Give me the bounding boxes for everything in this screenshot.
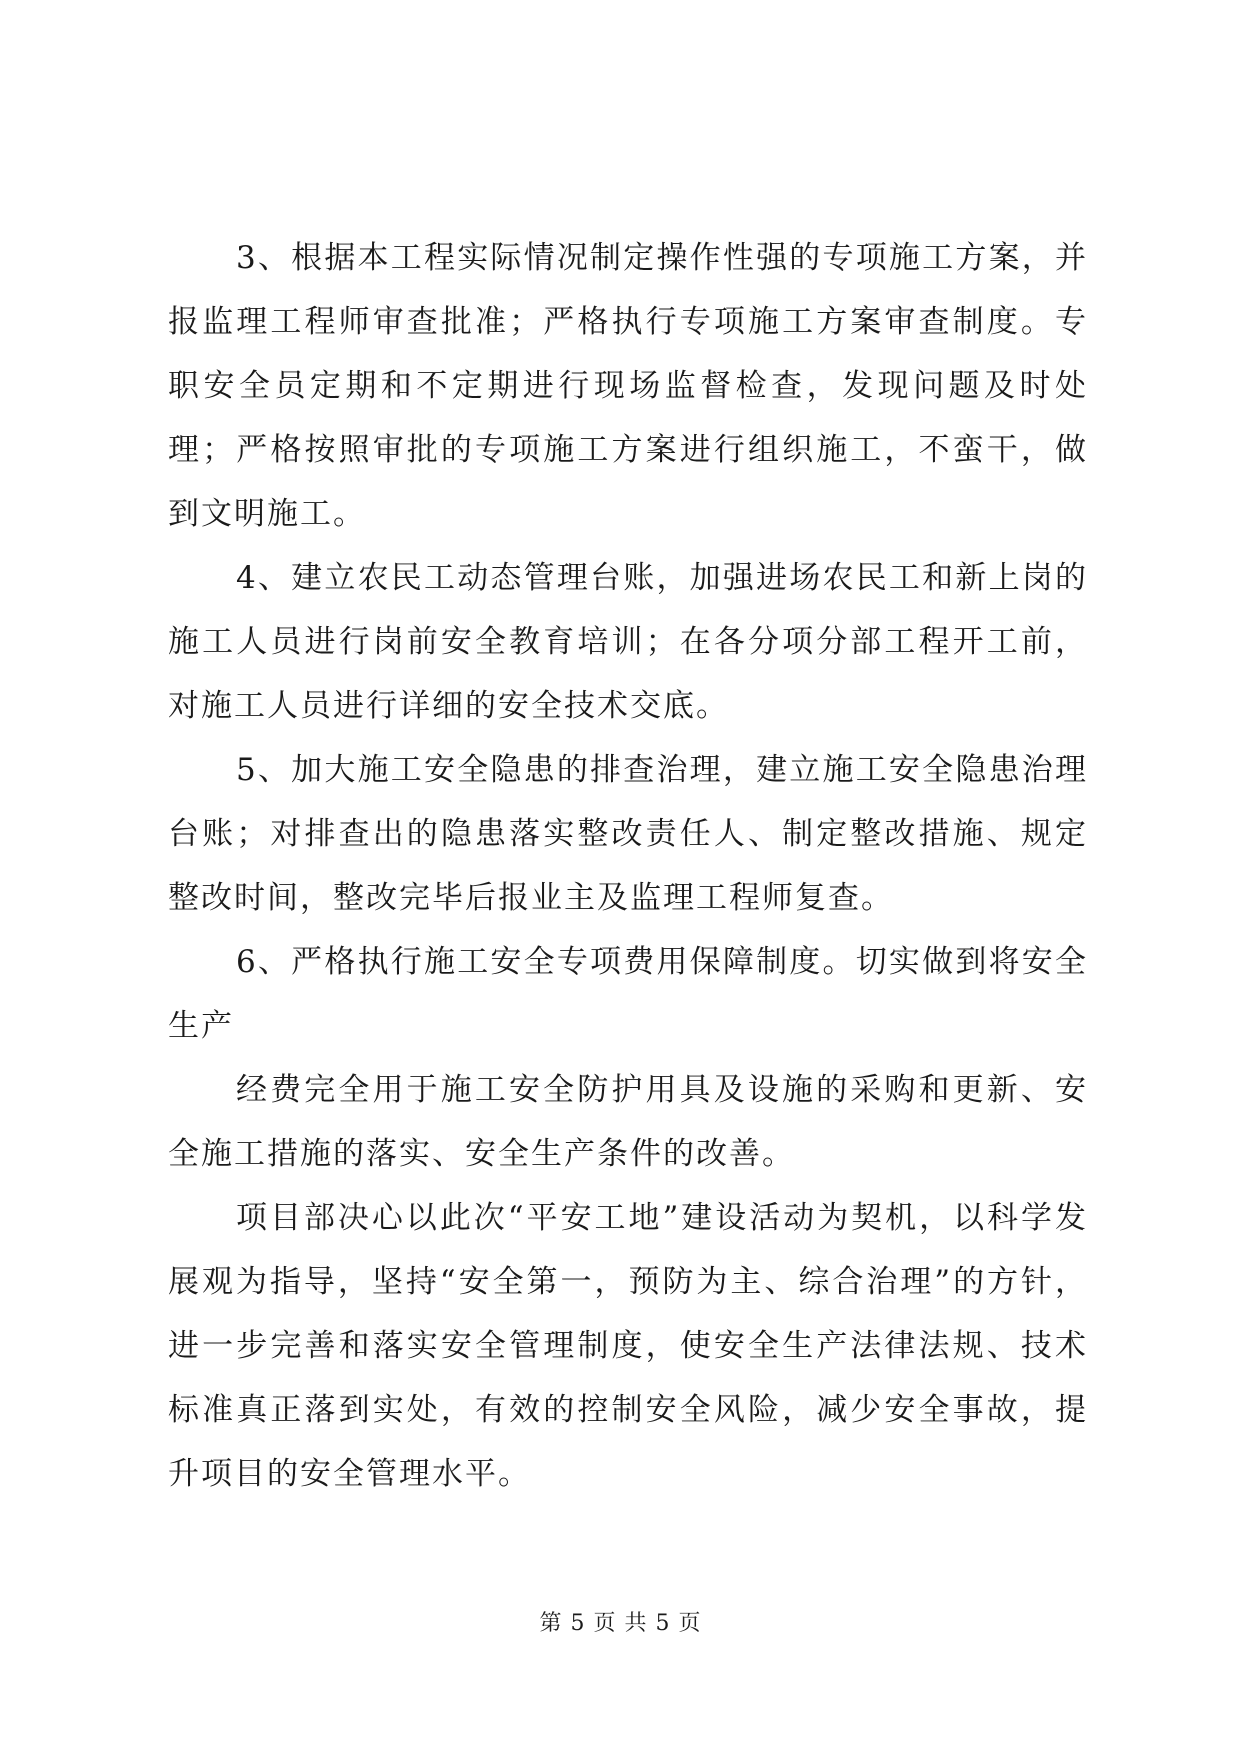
- paragraph-item-4: 4、建立农民工动态管理台账，加强进场农民工和新上岗的施工人员进行岗前安全教育培训；在各分项分部工程开工前，对施工人员进行详细的安全技术交底。: [168, 560, 1088, 724]
- document-body: [168, 226, 1088, 1506]
- page-number-footer: 第 5 页 共 5 页: [539, 1611, 702, 1636]
- paragraph-conclusion: 项目部决心以此次“平安工地”建设活动为契机，以科学发展观为指导，坚持“安全第一，预防为主、综合治理”的方针，进一步完善和落实安全管理制度，使安全生产法律法规、技术标准真正落到实处，有效的控制安全风险，减少安全事故，提升项目的安全管理水平。: [168, 1200, 1088, 1492]
- paragraph-item-3: 3、根据本工程实际情况制定操作性强的专项施工方案，并报监理工程师审查批准；严格执行专项施工方案审查制度。专职安全员定期和不定期进行现场监督检查，发现问题及时处理；严格按照审批的专项施工方案进行组织施工，不蛮干，做到文明施工。: [168, 240, 1088, 532]
- paragraph-funding: 经费完全用于施工安全防护用具及设施的采购和更新、安全施工措施的落实、安全生产条件的改善。: [168, 1072, 1088, 1172]
- paragraph-item-5: 5、加大施工安全隐患的排查治理，建立施工安全隐患治理台账；对排查出的隐患落实整改责任人、制定整改措施、规定整改时间，整改完毕后报业主及监理工程师复查。: [168, 752, 1088, 916]
- paragraph-item-6: 6、严格执行施工安全专项费用保障制度。切实做到将安全生产: [168, 944, 1088, 1044]
